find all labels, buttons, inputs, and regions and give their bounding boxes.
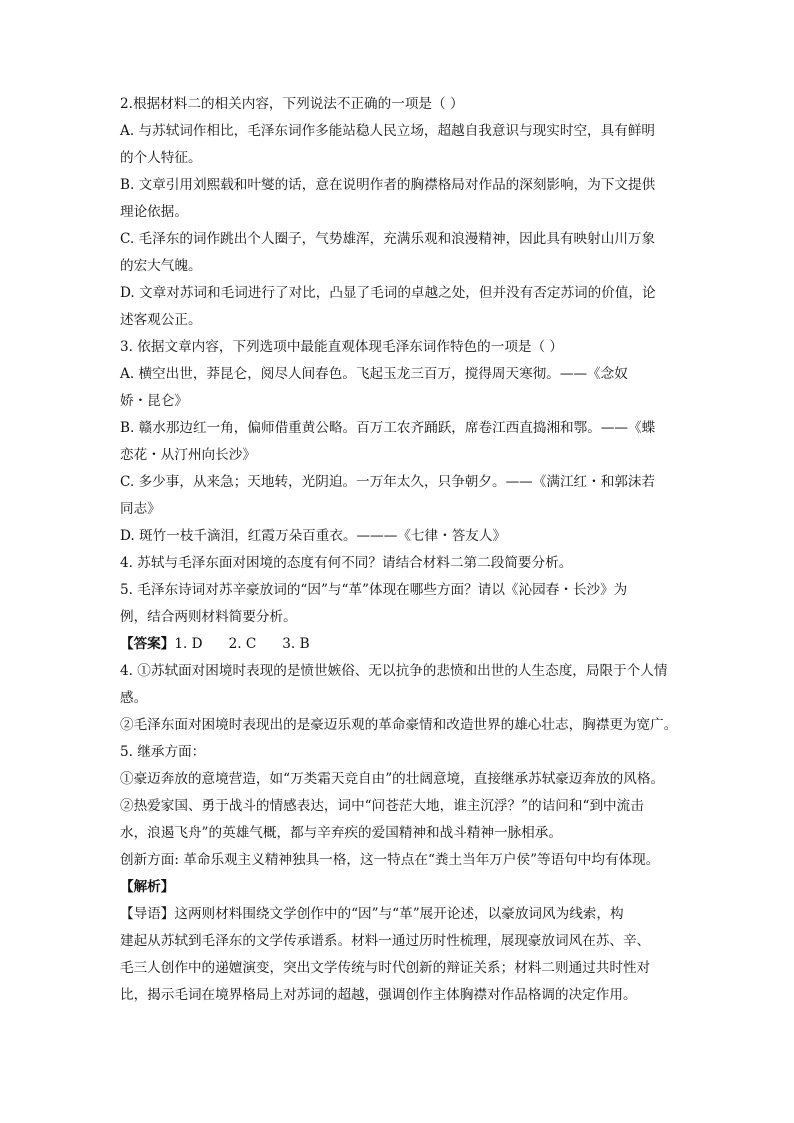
guide-line1: 【导语】这两则材料围绕文学创作中的“因”与“革”展开论述，以豪放词风为线索，构 [120, 906, 624, 922]
option-2c-line2: 的宏大气魄。 [120, 258, 202, 274]
option-3b-line1: B. 赣水那边红一角，偏师借重黄公略。百万工农齐踊跃，席卷江西直捣湘和鄂。——《蝶 [120, 420, 656, 436]
answer-5-heading: 5. 继承方面： [120, 744, 206, 760]
answer-1: 1. D [174, 636, 203, 652]
answer-5-point2-line1: ②热爱家国、勇于战斗的情感表达，词中“问苍茫大地，谁主沉浮？”的诘问和“到中流击 [120, 798, 644, 814]
answer-5-point2-line2: 水，浪遏飞舟”的英雄气概，都与辛弃疾的爱国精神和战斗精神一脉相承。 [120, 825, 562, 841]
option-3a-line2: 娇・昆仑》 [120, 393, 188, 409]
answer-5-innovation: 创新方面: 革命乐观主义精神独具一格，这一特点在“粪土当年万户侯”等语句中均有体现。 [120, 852, 660, 868]
option-2a-line2: 的个人特征。 [120, 150, 202, 166]
answer-4-point1-line2: 感。 [120, 690, 148, 706]
option-2b-line1: B. 文章引用刘熙载和叶燮的话，意在说明作者的胸襟格局对作品的深刻影响，为下文提供 [120, 177, 656, 193]
option-2c-line1: C. 毛泽东的词作跳出个人圈子，气势雄浑，充满乐观和浪漫精神，因此具有映射山川万象 [120, 231, 656, 247]
option-2d-line1: D. 文章对苏词和毛词进行了对比，凸显了毛词的卓越之处，但并没有否定苏词的价值，论 [120, 285, 656, 301]
answer-4-point1-line1: 4. ①苏轼面对困境时表现的是愤世嫉俗、无以抗争的悲愤和出世的人生态度，局限于个人情 [120, 663, 668, 679]
option-3a-line1: A. 横空出世，莽昆仑，阅尽人间春色。飞起玉龙三百万，搅得周天寒彻。——《念奴 [120, 366, 628, 382]
guide-line3: 毛三人创作中的递嬗演变，突出文学传统与时代创新的辩证关系；材料二则通过共时性对 [120, 960, 651, 976]
answer-key-row [120, 634, 310, 654]
guide-line2: 建起从苏轼到毛泽东的文学传承谱系。材料一通过历时性梳理，展现豪放词风在苏、辛、 [120, 933, 651, 949]
option-3b-line2: 恋花・从汀州向长沙》 [120, 447, 256, 463]
answer-3: 3. B [282, 636, 310, 652]
option-3d: D. 斑竹一枝千滴泪，红霞万朵百重衣。———《七律・答友人》 [120, 528, 507, 544]
option-2a-line1: A. 与苏轼词作相比，毛泽东词作多能站稳人民立场，超越自我意识与现实时空，具有鲜明 [120, 123, 656, 139]
analysis-heading: 【解析】 [120, 879, 175, 895]
question-3-stem: 3. 依据文章内容，下列选项中最能直观体现毛泽东词作特色的一项是（ ） [120, 339, 564, 355]
option-2b-line2: 理论依据。 [120, 204, 188, 220]
option-3c-line1: C. 多少事，从来急；天地转，光阴迫。一万年太久，只争朝夕。——《满江红・和郭沫若 [120, 474, 656, 490]
option-3c-line2: 同志》 [120, 501, 161, 517]
question-5-stem-line2: 例，结合两则材料简要分析。 [120, 609, 297, 625]
option-2d-line2: 述客观公正。 [120, 312, 202, 328]
answer-label: 【答案】 [120, 636, 175, 652]
answer-2: 2. C [228, 636, 257, 652]
question-4-stem: 4. 苏轼与毛泽东面对困境的态度有何不同？请结合材料二第二段简要分析。 [120, 555, 573, 571]
answer-5-point1: ①豪迈奔放的意境营造，如“万类霜天竞自由”的壮阔意境，直接继承苏轼豪迈奔放的风格。 [120, 771, 665, 787]
question-2-stem: 2.根据材料二的相关内容，下列说法不正确的一项是（ ） [120, 96, 464, 112]
guide-line4: 比，揭示毛词在境界格局上对苏词的超越，强调创作主体胸襟对作品格调的决定作用。 [120, 987, 637, 1003]
question-5-stem-line1: 5. 毛泽东诗词对苏辛豪放词的“因”与“革”体现在哪些方面？请以《沁园春・长沙》为 [120, 582, 628, 598]
answer-4-point2: ②毛泽东面对困境时表现出的是豪迈乐观的革命豪情和改造世界的雄心壮志，胸襟更为宽广。 [120, 717, 678, 733]
